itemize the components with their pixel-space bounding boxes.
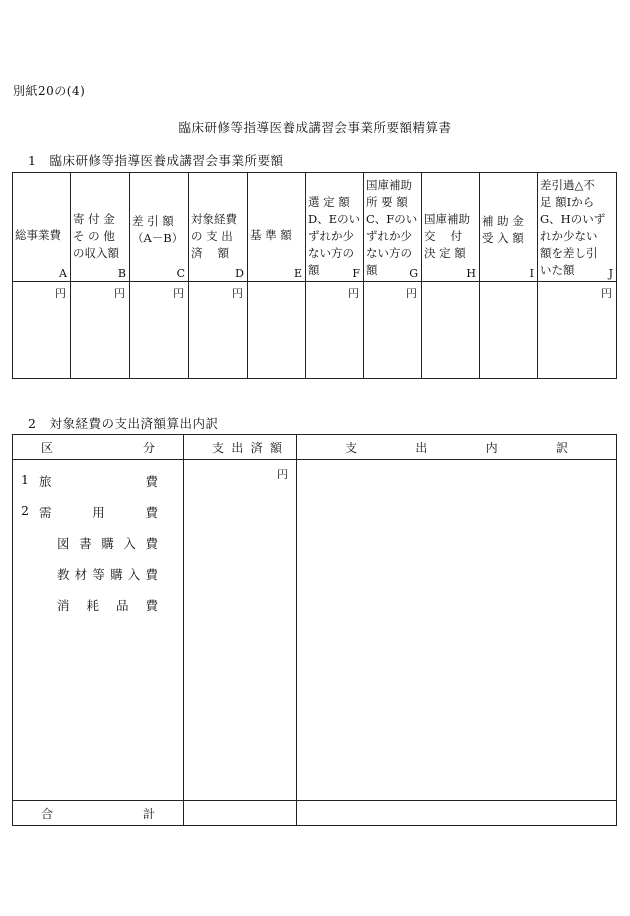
- section1-heading: 1 臨床研修等指導医養成講習会事業所要額: [28, 153, 284, 168]
- item-char: 購: [110, 567, 123, 582]
- col-header-line: 差引過△不: [540, 178, 595, 192]
- col-letter-A: A: [59, 267, 67, 280]
- col-letter-F: F: [352, 267, 360, 280]
- item-char: 書: [79, 536, 92, 551]
- yen-unit: [248, 282, 305, 285]
- breakdown-header-row: [13, 435, 617, 460]
- col-header-line: 補 助 金: [482, 214, 524, 228]
- col-header-line: 選 定 額: [308, 195, 350, 209]
- expense-item: [13, 596, 183, 627]
- yen-unit: 円: [232, 287, 243, 300]
- form-number: 別紙20の(4): [13, 84, 86, 98]
- col-header-line: 額: [308, 263, 320, 277]
- expense-item: [13, 534, 183, 565]
- col-header-line: 受 入 額: [482, 231, 524, 245]
- header-char: 支: [345, 440, 358, 455]
- col-header-text: [132, 213, 186, 247]
- value-cell-H: [422, 282, 480, 379]
- item-label: [57, 596, 158, 614]
- breakdown-body-row: [13, 460, 617, 801]
- col-header-I: [480, 173, 538, 282]
- col-header-line: ない方の: [366, 246, 412, 260]
- value-cell-B: [71, 282, 130, 379]
- col-header-line: 総事業費: [15, 228, 61, 242]
- item-char: 教: [57, 567, 70, 582]
- value-cell-I: [480, 282, 538, 379]
- col-header-line: D、Eのい: [308, 212, 361, 226]
- header-char: 済: [250, 440, 263, 455]
- item-char: 等: [92, 567, 105, 582]
- header-char: 訳: [555, 440, 568, 455]
- col-letter-C: C: [176, 267, 185, 280]
- header-char: 合: [41, 806, 54, 821]
- total-label: [13, 801, 184, 826]
- header-char: 計: [142, 806, 155, 821]
- col-header-line: G、Hのいず: [540, 212, 606, 226]
- header-char: 分: [142, 440, 155, 455]
- col-header-J: [538, 173, 617, 282]
- item-char: 品: [115, 598, 129, 613]
- col-header-text: [250, 227, 303, 244]
- col-header-text: [15, 227, 68, 244]
- yen-unit: 円: [55, 287, 66, 300]
- col-letter-J: J: [608, 267, 613, 280]
- expense-item: [13, 503, 183, 534]
- col-header-text: [540, 177, 614, 279]
- header-char: 支: [212, 440, 225, 455]
- item-number: 2: [21, 503, 29, 518]
- yen-unit: 円: [348, 287, 359, 300]
- col-header-line: いた額: [540, 263, 575, 277]
- expense-breakdown-table: [12, 434, 617, 826]
- item-char: 入: [127, 567, 141, 582]
- requirement-table: [12, 172, 617, 379]
- col-header-line: ずれか少: [308, 229, 354, 243]
- col-header-line: 足 額Iから: [540, 195, 595, 209]
- item-char: 消: [57, 598, 70, 613]
- col-header-line: 国庫補助: [366, 178, 412, 192]
- item-char: 費: [145, 536, 158, 551]
- value-cell-D: [189, 282, 248, 379]
- col-header-line: 差 引 額: [132, 214, 174, 228]
- requirement-table-values: [13, 282, 617, 379]
- yen-unit: [422, 282, 479, 285]
- col-header-line: 決 定 額: [424, 246, 466, 260]
- col-header-text: [424, 211, 477, 262]
- value-cell-F: [306, 282, 364, 379]
- shishutsu-header: [184, 435, 297, 460]
- col-header-line: 済 額: [191, 246, 230, 260]
- amount-cell: [184, 460, 297, 801]
- kubun-header: [13, 435, 184, 460]
- col-header-line: 国庫補助: [424, 212, 470, 226]
- item-char: 用: [92, 505, 105, 520]
- col-header-C: [130, 173, 189, 282]
- item-char: 費: [145, 567, 158, 582]
- col-header-text: [191, 211, 245, 262]
- col-header-F: [306, 173, 364, 282]
- header-char: 出: [415, 440, 428, 455]
- col-header-B: [71, 173, 130, 282]
- col-header-G: [364, 173, 422, 282]
- expense-item: [13, 565, 183, 596]
- item-char: 図: [57, 536, 70, 551]
- col-letter-B: B: [117, 267, 126, 280]
- requirement-table-header: [13, 173, 617, 282]
- details-cell: [297, 460, 617, 801]
- item-char: 需: [39, 505, 52, 520]
- item-label: [39, 503, 158, 521]
- col-header-line: 基 準 額: [250, 228, 292, 242]
- item-char: 費: [145, 474, 158, 489]
- item-label: [39, 472, 158, 490]
- item-number: 1: [21, 472, 29, 487]
- item-label: [57, 534, 158, 552]
- yen-unit: 円: [601, 287, 612, 300]
- total-details: [297, 801, 617, 826]
- item-char: 費: [145, 598, 158, 613]
- col-letter-H: H: [466, 267, 476, 280]
- col-header-line: （A－B）: [132, 231, 184, 245]
- col-header-line: ない方の: [308, 246, 354, 260]
- col-header-line: そ の 他: [73, 229, 115, 243]
- value-cell-G: [364, 282, 422, 379]
- col-header-line: C、Fのい: [366, 212, 418, 226]
- item-char: 購: [101, 536, 114, 551]
- expense-item: [13, 472, 183, 503]
- col-header-text: [366, 177, 419, 279]
- item-char: 費: [145, 505, 158, 520]
- item-char: 耗: [86, 598, 99, 613]
- col-header-line: 額: [366, 263, 378, 277]
- col-header-line: 所 要 額: [366, 195, 408, 209]
- value-cell-J: [538, 282, 617, 379]
- yen-unit: 円: [406, 287, 417, 300]
- col-header-line: 対象経費: [191, 212, 237, 226]
- yen-unit: 円: [114, 287, 125, 300]
- value-cell-C: [130, 282, 189, 379]
- total-amount: [184, 801, 297, 826]
- col-header-text: [482, 213, 535, 247]
- col-letter-G: G: [409, 267, 418, 280]
- document-title: 臨床研修等指導医養成講習会事業所要額精算書: [178, 120, 452, 135]
- yen-unit: 円: [277, 468, 288, 481]
- col-header-text: [73, 211, 127, 262]
- header-char: 区: [41, 440, 54, 455]
- col-header-H: [422, 173, 480, 282]
- col-header-line: ずれか少: [366, 229, 412, 243]
- header-char: 額: [269, 440, 282, 455]
- uchiwake-header: [297, 435, 617, 460]
- value-cell-A: [13, 282, 71, 379]
- section2-heading: 2 対象経費の支出済額算出内訳: [28, 416, 219, 431]
- yen-unit: [480, 282, 537, 285]
- item-list: [13, 460, 184, 801]
- col-header-line: 寄 付 金: [73, 212, 115, 226]
- header-char: 出: [231, 440, 244, 455]
- col-header-D: [189, 173, 248, 282]
- col-header-A: [13, 173, 71, 282]
- header-char: 内: [485, 440, 498, 455]
- col-header-line: の収入額: [73, 246, 119, 260]
- item-char: 材: [74, 567, 88, 582]
- item-label: [57, 565, 158, 583]
- col-header-line: の 支 出: [191, 229, 233, 243]
- item-char: 入: [123, 536, 136, 551]
- col-header-line: れか少ない: [540, 229, 598, 243]
- col-letter-I: I: [529, 267, 534, 280]
- value-cell-E: [248, 282, 306, 379]
- item-char: 旅: [39, 474, 52, 489]
- col-header-line: 交 付: [424, 229, 463, 243]
- col-header-line: 額を差し引: [540, 246, 598, 260]
- col-letter-D: D: [235, 267, 244, 280]
- col-letter-E: E: [293, 267, 302, 280]
- breakdown-total-row: [13, 801, 617, 826]
- yen-unit: 円: [173, 287, 184, 300]
- col-header-E: [248, 173, 306, 282]
